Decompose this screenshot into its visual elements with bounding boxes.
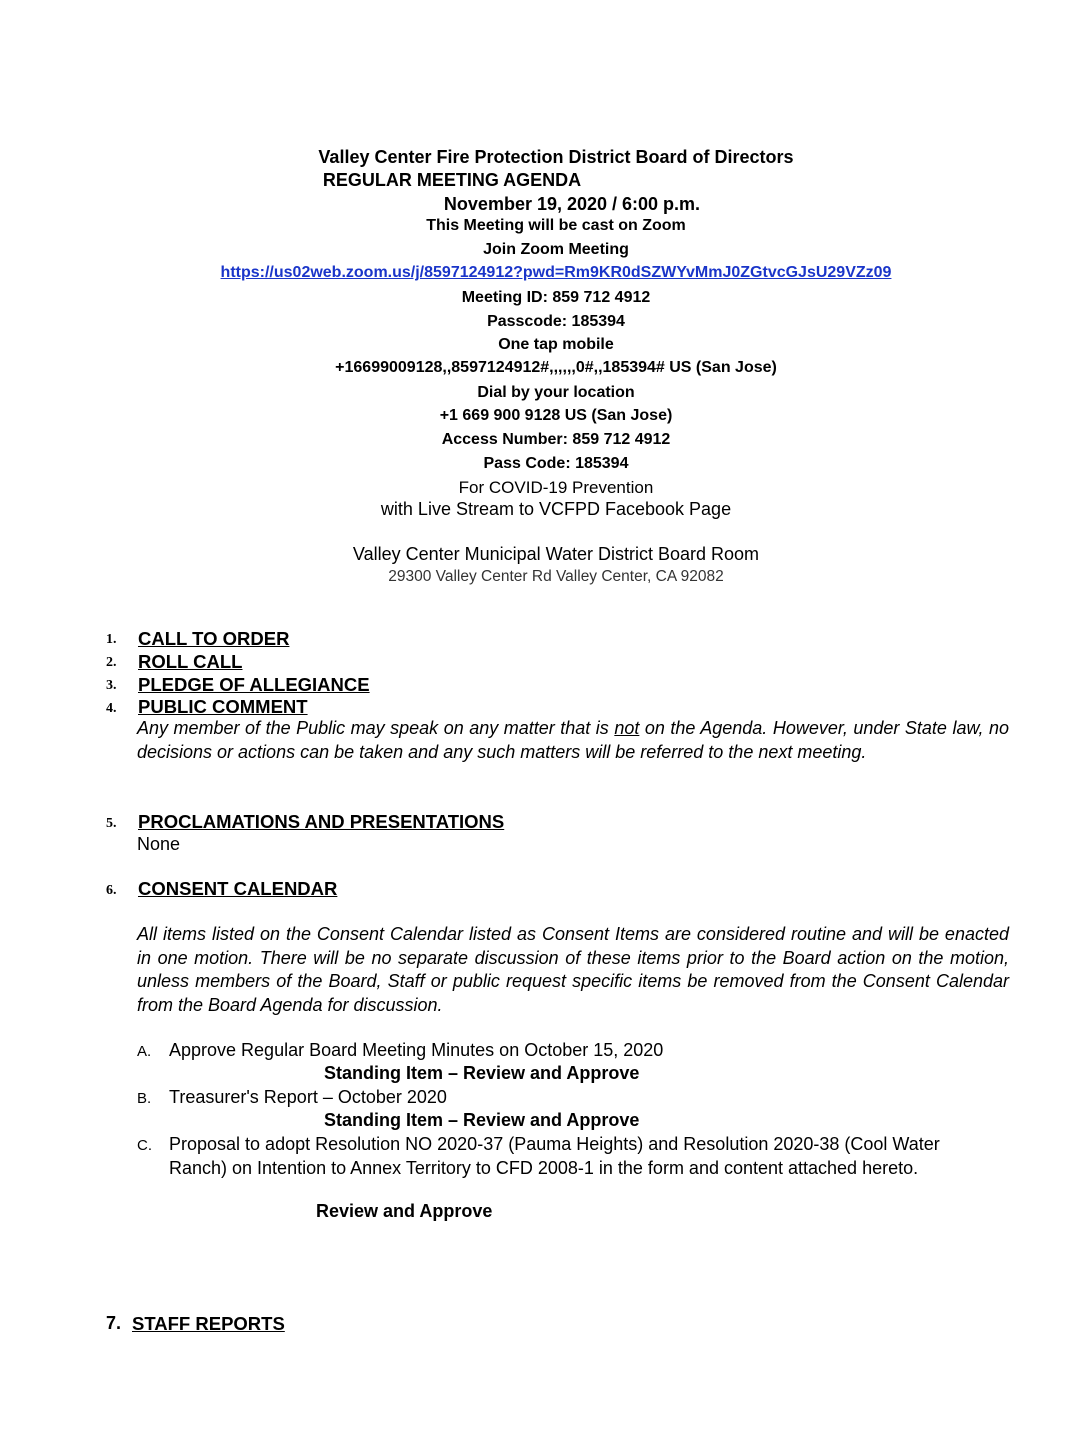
passcode: Passcode: 185394 xyxy=(487,313,625,330)
zoom-link-row xyxy=(12,264,1088,282)
public-comment-emphasis: not xyxy=(614,718,640,738)
item-5-number: 5. xyxy=(106,816,117,831)
agenda-type: REGULAR MEETING AGENDA xyxy=(322,170,582,190)
item-2-title: ROLL CALL xyxy=(138,651,243,672)
live-stream-note: with Live Stream to VCFPD Facebook Page xyxy=(380,499,732,519)
consent-item-c-action: Review and Approve xyxy=(316,1201,493,1221)
consent-item-c-text: Proposal to adopt Resolution NO 2020-37 (Pauma Heights) and Resolution 2020-38 (Cool Water Ranch) on Intention to Annex Territory to CFD 2008-1 in the form and content attached hereto. xyxy=(169,1134,940,1178)
one-tap-number: +16699009128,,8597124912#,,,,,,0#,,185394# US (San Jose) xyxy=(335,359,777,376)
item-4-title: PUBLIC COMMENT xyxy=(138,696,308,717)
covid-note: For COVID-19 Prevention xyxy=(458,478,654,497)
consent-item-b-letter: B. xyxy=(137,1090,152,1107)
consent-item-a-text: Approve Regular Board Meeting Minutes on October 15, 2020 xyxy=(169,1040,664,1060)
consent-calendar-text: All items listed on the Consent Calendar listed as Consent Items are considered routine and will be enacted in one motion. There will be no separate discussion of these items prior to the Board action on the motion, unless members of the Board, Staff or public request specific items be removed from the Consent Calendar from the Board Agenda for discussion. xyxy=(137,924,1009,1015)
pass-code: Pass Code: 185394 xyxy=(483,455,629,472)
item-7-number: 7. xyxy=(106,1313,122,1333)
venue-name: Valley Center Municipal Water District Board Room xyxy=(352,544,760,564)
item-1-number: 1. xyxy=(106,632,117,647)
item-6-title: CONSENT CALENDAR xyxy=(138,878,338,899)
dial-by-location-label: Dial by your location xyxy=(477,384,635,401)
public-comment-text-end: on the Agenda. However, under State law, no decisions or actions can be taken and any such matters will be referred to the next meeting. xyxy=(137,718,1009,762)
item-7-title: STAFF REPORTS xyxy=(132,1313,285,1334)
consent-item-b-action: Standing Item – Review and Approve xyxy=(324,1110,640,1130)
item-5-body: None xyxy=(137,834,181,854)
consent-item-a-action: Standing Item – Review and Approve xyxy=(324,1063,640,1083)
item-2-number: 2. xyxy=(106,655,117,670)
item-5-title: PROCLAMATIONS AND PRESENTATIONS xyxy=(138,811,505,832)
meeting-id: Meeting ID: 859 712 4912 xyxy=(461,289,651,306)
dial-number: +1 669 900 9128 US (San Jose) xyxy=(439,407,673,424)
zoom-meeting-link[interactable]: https://us02web.zoom.us/j/8597124912?pwd=Rm9KR0dSZWYvMmJ0ZGtvcGJsU29VZz09 xyxy=(220,264,892,281)
item-6-number: 6. xyxy=(106,883,117,898)
org-title: Valley Center Fire Protection District Board of Directors xyxy=(318,147,794,167)
item-3-title: PLEDGE OF ALLEGIANCE xyxy=(138,674,370,695)
meeting-date-time: November 19, 2020 / 6:00 p.m. xyxy=(443,194,701,214)
one-tap-label: One tap mobile xyxy=(498,336,614,353)
item-4-number: 4. xyxy=(106,701,117,716)
zoom-cast-note: This Meeting will be cast on Zoom xyxy=(426,217,686,234)
consent-item-a-letter: A. xyxy=(137,1043,152,1060)
consent-item-b-text: Treasurer's Report – October 2020 xyxy=(169,1087,447,1107)
item-1-title: CALL TO ORDER xyxy=(138,628,290,649)
public-comment-text xyxy=(137,717,1009,764)
item-3-number: 3. xyxy=(106,678,117,693)
public-comment-text-start: Any member of the Public may speak on any matter that is xyxy=(137,718,615,738)
venue-address: 29300 Valley Center Rd Valley Center, CA 92082 xyxy=(388,568,724,585)
consent-item-c-letter: C. xyxy=(137,1137,152,1154)
join-zoom-label: Join Zoom Meeting xyxy=(483,241,629,258)
access-number: Access Number: 859 712 4912 xyxy=(441,431,671,448)
